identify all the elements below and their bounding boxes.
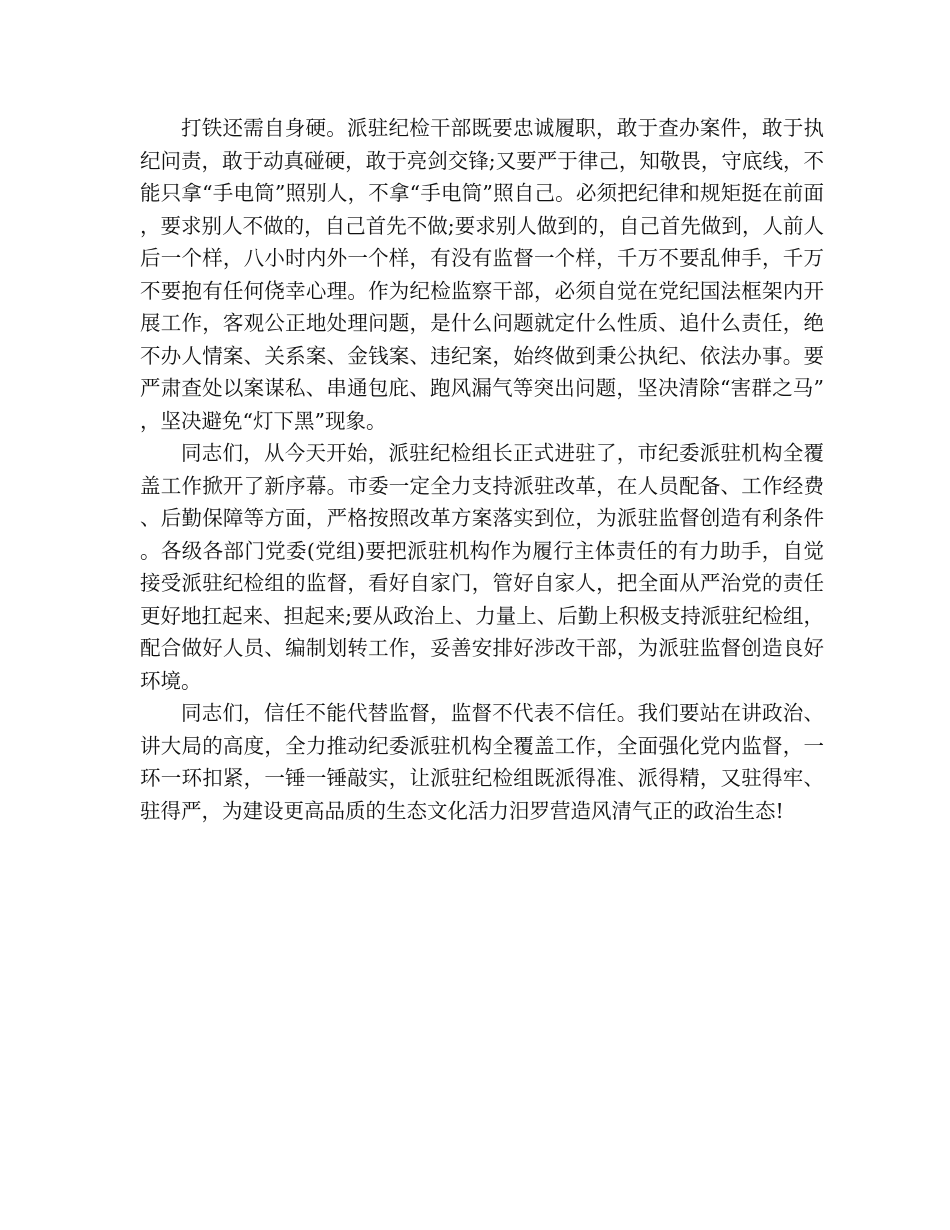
document-body <box>140 112 824 827</box>
paragraph-reform-support: 同志们，从今天开始，派驻纪检组长正式进驻了，市纪委派驻机构全覆盖工作掀开了新序幕。市委一定全力支持派驻改革，在人员配备、工作经费、后勤保障等方面，严格按照改革方案落实到位，为派驻监督创造有利条件。各级各部门党委(党组)要把派驻机构作为履行主体责任的有力助手，自觉接受派驻纪检组的监督，看好自家门，管好自家人，把全面从严治党的责任更好地扛起来、担起来;要从政治上、力量上、后勤上积极支持派驻纪检组，配合做好人员、编制划转工作，妥善安排好涉改干部，为派驻监督创造良好环境。 <box>140 441 824 693</box>
paragraph-closing: 同志们，信任不能代替监督，监督不代表不信任。我们要站在讲政治、讲大局的高度，全力推动纪委派驻机构全覆盖工作，全面强化党内监督，一环一环扣紧，一锤一锤敲实，让派驻纪检组既派得准、派得精，又驻得牢、驻得严，为建设更高品质的生态文化活力汨罗营造风清气正的政治生态! <box>140 701 824 823</box>
paragraph-self-discipline: 打铁还需自身硬。派驻纪检干部既要忠诚履职，敢于查办案件，敢于执纪问责，敢于动真碰硬，敢于亮剑交锋;又要严于律己，知敬畏，守底线，不能只拿“手电筒”照别人，不拿“手电筒”照自己。必须把纪律和规矩挺在前面，要求别人不做的，自己首先不做;要求别人做到的，自己首先做到，人前人后一个样，八小时内外一个样，有没有监督一个样，千万不要乱伸手，千万不要抱有任何侥幸心理。作为纪检监察干部，必须自觉在党纪国法框架内开展工作，客观公正地处理问题，是什么问题就定什么性质、追什么责任，绝不办人情案、关系案、金钱案、违纪案，始终做到秉公执纪、依法办事。要严肃查处以案谋私、串通包庇、跑风漏气等突出问题，坚决清除“害群之马”，坚决避免“灯下黑”现象。 <box>140 116 824 433</box>
